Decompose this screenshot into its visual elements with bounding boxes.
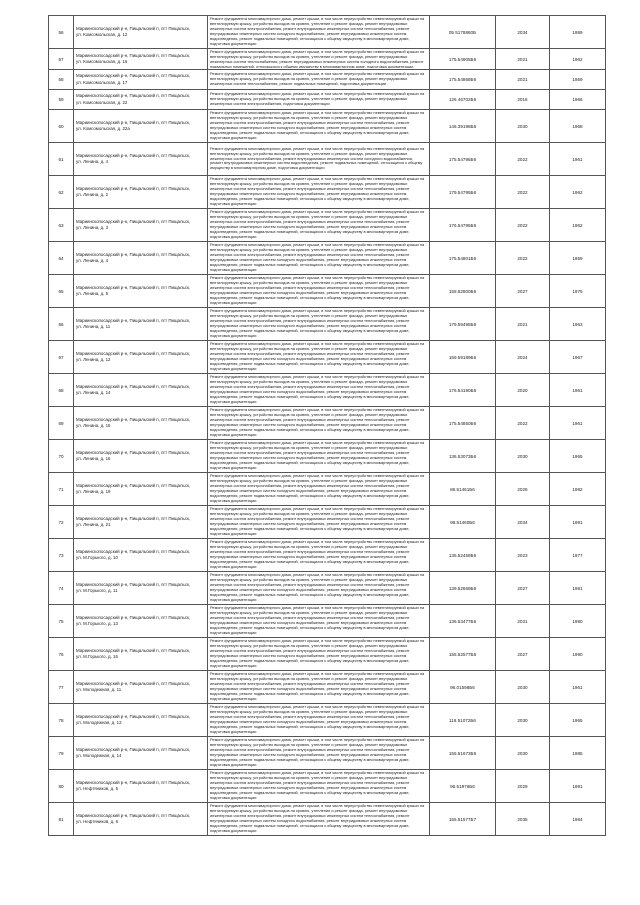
work-description: Ремонт фундамента многоквартирного дома, ремонт крыши, в том числе переустройство невентилируемой крыши на вентилируемую крышу, устройство выходов на кровлю, утепление и ремонт фасада, ремонт внутридомовых инженерных систем электроснабжения, ремонт внутридомовых инженерных систем теплоснабжения, ремонт внутридомовых инженерных систем холодного водоснабжения, ремонт внутридомовых инженерных систем водоотведения, ремонт подвальных помещений, относящихся к общему имуществу в многоквартирном доме, подготовка документации [210, 804, 425, 833]
planned-year-cell: 2021 [496, 70, 550, 90]
address-line-1: Мариинскопосадский р-н, Пищальский п, пгт Пищальск, [76, 317, 191, 323]
work-description: Ремонт фундамента многоквартирного дома, ремонт крыши, в том числе переустройство невентилируемой крыши на вентилируемую крышу, устройство выходов на кровлю, утепление и ремонт фасада, ремонт внутридомовых инженерных систем электроснабжения, подготовка документации [210, 92, 425, 106]
work-description-cell [208, 143, 430, 176]
address-line-1: Мариинскопосадский р-н, Пищальский п, пгт Пищальск, [76, 73, 191, 79]
work-description: Ремонт фундамента многоквартирного дома, ремонт крыши, в том числе переустройство невентилируемой крыши на вентилируемую крышу, устройство выходов на кровлю, утепление и ремонт фасада, ремонт внутридомовых инженерных систем электроснабжения, ремонт внутридомовых инженерных систем теплоснабжения, ремонт внутридомовых инженерных систем холодного водоснабжения, ремонт внутридомовых инженерных систем водоотведения, ремонт подвальных помещений, относящихся к общему имуществу в многоквартирном доме, подготовка документации [210, 606, 425, 635]
work-description-cell [208, 341, 430, 374]
planned-year-cell: 2030 [496, 671, 550, 704]
build-year-cell: 1991 [550, 770, 606, 803]
work-description: Ремонт фундамента многоквартирного дома, ремонт крыши, в том числе переустройство невентилируемой крыши на вентилируемую крышу, устройство выходов на кровлю, утепление и ремонт фасада, ремонт внутридомовых инженерных систем электроснабжения, ремонт внутридомовых инженерных систем теплоснабжения, ремонт внутридомовых инженерных систем холодного водоснабжения, ремонт внутридомовых инженерных систем водоотведения, ремонт подвальных помещений, относящихся к общему имуществу в многоквартирном доме, подготовка документации [210, 639, 425, 668]
row-number: 72 [49, 506, 74, 539]
build-year-cell: 1990 [550, 638, 606, 671]
address-line-2: ул. Комсомольская, д. 16 [76, 59, 128, 64]
row-number: 57 [49, 49, 74, 70]
table-row [49, 275, 606, 308]
address-line-1: Мариинскопосадский р-н, Пищальский п, пгт Пищальск, [76, 416, 191, 422]
build-year-cell: 1962 [550, 49, 606, 70]
address-cell [74, 90, 208, 110]
table-row [49, 110, 606, 143]
address-line-2: ул. Комсомольская, д. 17 [76, 79, 128, 85]
work-description: Ремонт фундамента многоквартирного дома, ремонт крыши, в том числе переустройство невентилируемой крыши на вентилируемую крышу, устройство выходов на кровлю, утепление и ремонт фасада, ремонт внутридомовых инженерных систем электроснабжения, ремонт внутридомовых инженерных систем теплоснабжения, ремонт внутридомовых инженерных систем холодного водоснабжения, ремонт внутридомовых инженерных систем водоотведения, ремонт подвальных помещений, относящихся к общему имуществу в многоквартирном доме, подготовка документации [210, 177, 425, 206]
table-row [49, 737, 606, 770]
build-year-cell: 1959 [550, 242, 606, 275]
work-description: Ремонт фундамента многоквартирного дома, ремонт крыши, в том числе переустройство невентилируемой крыши на вентилируемую крышу, устройство выходов на кровлю, утепление и ремонт фасада, ремонт внутридомовых инженерных систем теплоснабжения, ремонт внутридомовых инженерных систем холодного водоснабжения, ремонт подвальных помещений, относящихся к общему имуществу в многоквартирном доме, подготовка документации [210, 50, 425, 68]
work-description: Ремонт фундамента многоквартирного дома, ремонт крыши, в том числе переустройство невентилируемой крыши на вентилируемую крышу, устройство выходов на кровлю, утепление и ремонт фасада, ремонт внутридомовых инженерных систем электроснабжения, ремонт внутридомовых инженерных систем теплоснабжения, ремонт внутридомовых инженерных систем холодного водоснабжения, ремонт внутридомовых инженерных систем водоотведения, ремонт подвальных помещений, относящихся к общему имуществу в многоквартирном доме, подготовка документации [210, 738, 425, 767]
cost-cell: 179.54795Б6 [430, 176, 496, 209]
build-year-cell: 1965 [550, 704, 606, 737]
address-line-2: ул. Ленина, д. 4 [76, 159, 109, 164]
cost-cell: 139.52669Б6 [430, 572, 496, 605]
build-year-cell: 1961 [550, 374, 606, 407]
build-year-cell: 1977 [550, 539, 606, 572]
work-description: Ремонт фундамента многоквартирного дома, ремонт крыши, в том числе переустройство невентилируемой крыши на вентилируемую крышу, устройство выходов на кровлю, утепление и ремонт фасада, ремонт внутридомовых инженерных систем электроснабжения, ремонт внутридомовых инженерных систем теплоснабжения, ремонт внутридомовых инженерных систем холодного водоснабжения, ремонт внутридомовых инженерных систем водоотведения, ремонт подвальных помещений, относящихся к общему имуществу в многоквартирном доме, подготовка документации [210, 507, 425, 536]
address-line-1: Мариинскопосадский р-н, Пищальский п, пгт Пищальск, [76, 515, 191, 521]
address-line-2: ул. М.Горького, д. 10 [76, 555, 118, 560]
address-cell [74, 704, 208, 737]
build-year-cell: 1980 [550, 605, 606, 638]
address-line-1: Мариинскопосадский р-н, Пищальский п, пгт Пищальск, [76, 449, 191, 455]
build-year-cell: 1991 [550, 506, 606, 539]
address-line-1: Мариинскопосадский р-н, Пищальский п, пгт Пищальск, [76, 614, 191, 620]
planned-year-cell: 2022 [496, 176, 550, 209]
work-description-cell [208, 90, 430, 110]
table-row [49, 16, 606, 49]
cost-cell: 175.54795Б6 [430, 143, 496, 176]
build-year-cell: 1959 [550, 70, 606, 90]
cost-cell: 135.52459Б6 [430, 539, 496, 572]
cost-cell: 98.51460Б6 [430, 506, 496, 539]
work-description-cell [208, 308, 430, 341]
build-year-cell: 1982 [550, 473, 606, 506]
build-year-cell: 1981 [550, 572, 606, 605]
address-line-2: ул. Ленина, д. 21 [76, 522, 111, 527]
work-description: Ремонт фундамента многоквартирного дома, ремонт крыши, в том числе переустройство невентилируемой крыши на вентилируемую крышу, устройство выходов на кровлю, утепление и ремонт фасада, ремонт внутридомовых инженерных систем электроснабжения, ремонт внутридомовых инженерных систем теплоснабжения, ремонт внутридомовых инженерных систем холодного водоснабжения, ремонт внутридомовых инженерных систем водоотведения, ремонт подвальных помещений, относящихся к общему имуществу в многоквартирном доме, подготовка документации [210, 771, 425, 800]
row-number: 64 [49, 242, 74, 275]
row-number: 75 [49, 605, 74, 638]
planned-year-cell: 2016 [496, 90, 550, 110]
work-description-cell [208, 671, 430, 704]
table-row [49, 803, 606, 836]
address-line-1: Мариинскопосадский р-н, Пищальский п, пгт Пищальск, [76, 713, 191, 719]
address-cell [74, 49, 208, 70]
planned-year-cell: 2022 [496, 407, 550, 440]
address-line-1: Мариинскопосадский р-н, Пищальский п, пгт Пищальск, [76, 185, 191, 191]
table-body [49, 16, 606, 836]
table-row [49, 770, 606, 803]
address-line-2: ул. Ленина, д. 15 [76, 423, 111, 428]
address-line-2: ул. М.Горького, д. 11 [76, 588, 118, 593]
table-row [49, 176, 606, 209]
work-description-cell [208, 440, 430, 473]
address-line-2: ул. Молодежная, д. 14 [76, 753, 122, 758]
work-description: Ремонт фундамента многоквартирного дома, ремонт крыши, в том числе переустройство невентилируемой крыши на вентилируемую крышу, устройство выходов на кровлю, утепление и ремонт фасада, ремонт внутридомовых инженерных систем электроснабжения, ремонт внутридомовых инженерных систем теплоснабжения, ремонт внутридомовых инженерных систем холодного водоснабжения, ремонт внутридомовых инженерных систем водоотведения, ремонт подвальных помещений, относящихся к общему имуществу в многоквартирном доме, подготовка документации [210, 474, 425, 503]
address-line-2: ул. Ленина, д. 14 [76, 390, 111, 395]
address-cell [74, 605, 208, 638]
build-year-cell: 1985 [550, 737, 606, 770]
planned-year-cell: 2027 [496, 572, 550, 605]
address-line-2: ул. Нефтяников, д. 5 [76, 786, 119, 791]
row-number: 78 [49, 704, 74, 737]
address-cell [74, 16, 208, 49]
work-description: Ремонт фундамента многоквартирного дома, ремонт крыши, в том числе переустройство невентилируемой крыши на вентилируемую крышу, устройство выходов на кровлю, утепление и ремонт фасада, ремонт внутридомовых инженерных систем теплоснабжения, ремонт подвальных помещений, подготовка документации [210, 72, 425, 86]
address-line-2: ул. Молодежная, д. 12 [76, 720, 122, 725]
build-year-cell: 1962 [550, 209, 606, 242]
work-description-cell [208, 374, 430, 407]
address-cell [74, 572, 208, 605]
planned-year-cell: 2035 [496, 803, 550, 836]
build-year-cell: 1976 [550, 275, 606, 308]
address-cell [74, 638, 208, 671]
row-number: 76 [49, 638, 74, 671]
work-description-cell [208, 70, 430, 90]
work-description-cell [208, 473, 430, 506]
build-year-cell: 1984 [550, 803, 606, 836]
table-row [49, 539, 606, 572]
work-description: Ремонт фундамента многоквартирного дома, ремонт крыши, в том числе переустройство невентилируемой крыши на вентилируемую крышу, устройство выходов на кровлю, утепление и ремонт фасада, ремонт внутридомовых инженерных систем электроснабжения, ремонт внутридомовых инженерных систем теплоснабжения, ремонт внутридомовых инженерных систем холодного водоснабжения, ремонт внутридомовых инженерных систем водоотведения, ремонт подвальных помещений, относящихся к общему имуществу в многоквартирном доме, подготовка документации [210, 17, 425, 46]
table-row [49, 704, 606, 737]
address-line-1: Мариинскопосадский р-н, Пищальский п, пгт Пищальск, [76, 284, 191, 290]
table-row [49, 638, 606, 671]
cost-cell: 175.54868Б6 [430, 70, 496, 90]
work-description-cell [208, 49, 430, 70]
address-line-2: ул. Нефтяников, д. 6 [76, 819, 119, 824]
work-description-cell [208, 803, 430, 836]
planned-year-cell: 2027 [496, 275, 550, 308]
planned-year-cell: 2024 [496, 341, 550, 374]
address-cell [74, 803, 208, 836]
work-description-cell [208, 176, 430, 209]
build-year-cell: 1961 [550, 671, 606, 704]
table-row [49, 209, 606, 242]
work-description-cell [208, 605, 430, 638]
work-description-cell [208, 110, 430, 143]
work-description-cell [208, 572, 430, 605]
address-cell [74, 671, 208, 704]
table-row [49, 308, 606, 341]
row-number: 58 [49, 70, 74, 90]
work-description-cell [208, 704, 430, 737]
row-number: 66 [49, 308, 74, 341]
address-cell [74, 770, 208, 803]
address-line-1: Мариинскопосадский р-н, Пищальский п, пгт Пищальск, [76, 152, 191, 158]
cost-cell: 176.54190Б6 [430, 374, 496, 407]
cost-cell: 155.52577Б6 [430, 638, 496, 671]
work-description-cell [208, 506, 430, 539]
row-number: 71 [49, 473, 74, 506]
address-line-1: Мариинскопосадский р-н, Пищальский п, пгт Пищальск, [76, 548, 191, 554]
address-cell [74, 407, 208, 440]
planned-year-cell: 2020 [496, 374, 550, 407]
work-description: Ремонт фундамента многоквартирного дома, ремонт крыши, в том числе переустройство невентилируемой крыши на вентилируемую крышу, устройство выходов на кровлю, утепление и ремонт фасада, ремонт внутридомовых инженерных систем электроснабжения, ремонт внутридомовых инженерных систем теплоснабжения, ремонт внутридомовых инженерных систем холодного водоснабжения, ремонт внутридомовых инженерных систем водоотведения, ремонт подвальных помещений, относящихся к общему имуществу в многоквартирном доме, подготовка документации [210, 705, 425, 734]
cost-cell: 175.54801Б6 [430, 242, 496, 275]
work-description: Ремонт фундамента многоквартирного дома, ремонт крыши, в том числе переустройство невентилируемой крыши на вентилируемую крышу, устройство выходов на кровлю, утепление и ремонт фасада, ремонт внутридомовых инженерных систем электроснабжения, ремонт внутридомовых инженерных систем холодного водоснабжения, ремонт внутридомовых инженерных систем водоотведения, ремонт подвальных помещений, относящихся к общему имуществу в многоквартирном доме, подготовка документации [210, 146, 425, 171]
address-line-1: Мариинскопосадский р-н, Пищальский п, пгт Пищальск, [76, 812, 191, 818]
address-line-2: ул. М.Горького, д. 13 [76, 621, 118, 626]
address-cell [74, 242, 208, 275]
row-number: 74 [49, 572, 74, 605]
address-cell [74, 506, 208, 539]
address-line-2: ул. Ленина, д. 4 [76, 258, 109, 263]
cost-cell: 86.51461Б6 [430, 473, 496, 506]
row-number: 69 [49, 407, 74, 440]
build-year-cell: 1989 [550, 16, 606, 49]
row-number: 63 [49, 209, 74, 242]
row-number: 67 [49, 341, 74, 374]
cost-cell: 116.51072Б6 [430, 704, 496, 737]
build-year-cell: 1962 [550, 176, 606, 209]
work-description-cell [208, 770, 430, 803]
table-row [49, 341, 606, 374]
row-number: 77 [49, 671, 74, 704]
work-description: Ремонт фундамента многоквартирного дома, ремонт крыши, в том числе переустройство невентилируемой крыши на вентилируемую крышу, устройство выходов на кровлю, утепление и ремонт фасада, ремонт внутридомовых инженерных систем электроснабжения, ремонт внутридомовых инженерных систем теплоснабжения, ремонт внутридомовых инженерных систем холодного водоснабжения, ремонт внутридомовых инженерных систем водоотведения, ремонт подвальных помещений, относящихся к общему имуществу в многоквартирном доме, подготовка документации [210, 243, 425, 272]
address-cell [74, 341, 208, 374]
address-line-2: ул. Ленина, д. 19 [76, 489, 111, 494]
table-row [49, 70, 606, 90]
address-line-2: ул. Ленина, д. 11 [76, 324, 111, 329]
address-line-1: Мариинскопосадский р-н, Пищальский п, пгт Пищальск, [76, 779, 191, 785]
cost-cell: 96.01598Б6 [430, 671, 496, 704]
planned-year-cell: 2026 [496, 473, 550, 506]
planned-year-cell: 2029 [496, 770, 550, 803]
work-description-cell [208, 209, 430, 242]
address-line-2: ул. Ленина, д. 16 [76, 456, 111, 461]
build-year-cell: 1961 [550, 407, 606, 440]
cost-cell: 96.51976Б6 [430, 770, 496, 803]
cost-cell: 126 46702Б6 [430, 90, 496, 110]
address-line-1: Мариинскопосадский р-н, Пищальский п, пгт Пищальск, [76, 218, 191, 224]
row-number: 68 [49, 374, 74, 407]
table-row [49, 440, 606, 473]
work-description: Ремонт фундамента многоквартирного дома, ремонт крыши, в том числе переустройство невентилируемой крыши на вентилируемую крышу, устройство выходов на кровлю, утепление и ремонт фасада, ремонт внутридомовых инженерных систем электроснабжения, ремонт внутридомовых инженерных систем теплоснабжения, ремонт внутридомовых инженерных систем холодного водоснабжения, ремонт внутридомовых инженерных систем водоотведения, ремонт подвальных помещений, относящихся к общему имуществу в многоквартирном доме, подготовка документации [210, 408, 425, 437]
cost-cell: 159.59189Б6 [430, 341, 496, 374]
work-description-cell [208, 407, 430, 440]
address-line-2: ул. Ленина, д. 5 [76, 291, 109, 296]
address-cell [74, 209, 208, 242]
table-row [49, 506, 606, 539]
cost-cell: 146.39198Б6 [430, 110, 496, 143]
work-description-cell [208, 638, 430, 671]
cost-cell: 175.54905Б6 [430, 49, 496, 70]
work-description-cell [208, 242, 430, 275]
cost-cell: 155.51577Б7 [430, 803, 496, 836]
table-row [49, 49, 606, 70]
address-cell [74, 70, 208, 90]
row-number: 81 [49, 803, 74, 836]
work-description: Ремонт фундамента многоквартирного дома, ремонт крыши, в том числе переустройство невентилируемой крыши на вентилируемую крышу, устройство выходов на кровлю, утепление и ремонт фасада, ремонт внутридомовых инженерных систем электроснабжения, ремонт внутридомовых инженерных систем теплоснабжения, ремонт внутридомовых инженерных систем холодного водоснабжения, ремонт внутридомовых инженерных систем водоотведения, ремонт подвальных помещений, относящихся к общему имуществу в многоквартирном доме, подготовка документации [210, 441, 425, 470]
planned-year-cell: 2021 [496, 49, 550, 70]
build-year-cell: 1968 [550, 110, 606, 143]
work-description: Ремонт фундамента многоквартирного дома, ремонт крыши, в том числе переустройство невентилируемой крыши на вентилируемую крышу, устройство выходов на кровлю, утепление и ремонт фасада, ремонт внутридомовых инженерных систем электроснабжения, ремонт внутридомовых инженерных систем теплоснабжения, ремонт внутридомовых инженерных систем холодного водоснабжения, ремонт внутридомовых инженерных систем водоотведения, ремонт подвальных помещений, относящихся к общему имуществу в многоквартирном доме, подготовка документации [210, 210, 425, 239]
planned-year-cell: 2031 [496, 605, 550, 638]
repair-schedule-table [48, 15, 606, 836]
address-cell [74, 110, 208, 143]
address-cell [74, 737, 208, 770]
address-line-1: Мариинскопосадский р-н, Пищальский п, пгт Пищальск, [76, 581, 191, 587]
row-number: 80 [49, 770, 74, 803]
address-line-1: Мариинскопосадский р-н, Пищальский п, пгт Пищальск, [76, 93, 191, 99]
planned-year-cell: 2030 [496, 737, 550, 770]
planned-year-cell: 2023 [496, 539, 550, 572]
cost-cell: 158.52800Б6 [430, 275, 496, 308]
table-row [49, 572, 606, 605]
address-cell [74, 539, 208, 572]
address-line-2: ул. Комсомольская, д. 22 [76, 99, 128, 105]
build-year-cell: 1961 [550, 143, 606, 176]
address-cell [74, 143, 208, 176]
table-row [49, 242, 606, 275]
work-description: Ремонт фундамента многоквартирного дома, ремонт крыши, в том числе переустройство невентилируемой крыши на вентилируемую крышу, устройство выходов на кровлю, утепление и ремонт фасада, ремонт внутридомовых инженерных систем электроснабжения, ремонт внутридомовых инженерных систем теплоснабжения, ремонт внутридомовых инженерных систем холодного водоснабжения, ремонт внутридомовых инженерных систем водоотведения, ремонт подвальных помещений, относящихся к общему имуществу в многоквартирном доме, подготовка документации [210, 573, 425, 602]
address-line-1: Мариинскопосадский р-н, Пищальский п, пгт Пищальск, [76, 383, 191, 389]
cost-cell: 175.54850Б6 [430, 407, 496, 440]
table-row [49, 671, 606, 704]
row-number: 70 [49, 440, 74, 473]
cost-cell: 136.53477Б6 [430, 605, 496, 638]
address-cell [74, 275, 208, 308]
planned-year-cell: 2022 [496, 143, 550, 176]
address-line-1: Мариинскопосадский р-н, Пищальский п, пгт Пищальск, [76, 25, 191, 31]
cost-cell: 179.59495Б6 [430, 308, 496, 341]
planned-year-cell: 2022 [496, 209, 550, 242]
work-description: Ремонт фундамента многоквартирного дома, ремонт крыши, в том числе переустройство невентилируемой крыши на вентилируемую крышу, устройство выходов на кровлю, утепление и ремонт фасада, ремонт внутридомовых инженерных систем электроснабжения, ремонт внутридомовых инженерных систем теплоснабжения, ремонт внутридомовых инженерных систем холодного водоснабжения, ремонт внутридомовых инженерных систем водоотведения, ремонт подвальных помещений, относящихся к общему имуществу в многоквартирном доме, подготовка документации [210, 276, 425, 305]
address-line-1: Мариинскопосадский р-н, Пищальский п, пгт Пищальск, [76, 647, 191, 653]
address-cell [74, 473, 208, 506]
work-description: Ремонт фундамента многоквартирного дома, ремонт крыши, в том числе переустройство невентилируемой крыши на вентилируемую крышу, устройство выходов на кровлю, утепление и ремонт фасада, ремонт внутридомовых инженерных систем электроснабжения, ремонт внутридомовых инженерных систем теплоснабжения, ремонт внутридомовых инженерных систем холодного водоснабжения, ремонт внутридомовых инженерных систем водоотведения, ремонт подвальных помещений, относящихся к общему имуществу в многоквартирном доме, подготовка документации [210, 111, 425, 140]
planned-year-cell: 2022 [496, 242, 550, 275]
work-description-cell [208, 16, 430, 49]
work-description: Ремонт фундамента многоквартирного дома, ремонт крыши, в том числе переустройство невентилируемой крыши на вентилируемую крышу, устройство выходов на кровлю, утепление и ремонт фасада, ремонт внутридомовых инженерных систем электроснабжения, ремонт внутридомовых инженерных систем теплоснабжения, ремонт внутридомовых инженерных систем холодного водоснабжения, ремонт внутридомовых инженерных систем водоотведения, ремонт подвальных помещений, относящихся к общему имуществу в многоквартирном доме, подготовка документации [210, 375, 425, 404]
planned-year-cell: 2021 [496, 308, 550, 341]
address-cell [74, 374, 208, 407]
address-cell [74, 176, 208, 209]
work-description: Ремонт фундамента многоквартирного дома, ремонт крыши, в том числе переустройство невентилируемой крыши на вентилируемую крышу, устройство выходов на кровлю, утепление и ремонт фасада, ремонт внутридомовых инженерных систем электроснабжения, ремонт внутридомовых инженерных систем теплоснабжения, ремонт внутридомовых инженерных систем холодного водоснабжения, ремонт внутридомовых инженерных систем водоотведения, ремонт подвальных помещений, относящихся к общему имуществу в многоквартирном доме, подготовка документации [210, 672, 425, 701]
build-year-cell: 1963 [550, 308, 606, 341]
address-cell [74, 308, 208, 341]
planned-year-cell: 2030 [496, 440, 550, 473]
row-number: 56 [49, 16, 74, 49]
table-row [49, 143, 606, 176]
planned-year-cell: 2034 [496, 16, 550, 49]
address-line-2: ул. Ленина, д. 3 [76, 225, 109, 230]
address-line-1: Мариинскопосадский р-н, Пищальский п, пгт Пищальск, [76, 52, 191, 58]
address-line-1: Мариинскопосадский р-н, Пищальский п, пгт Пищальск, [76, 251, 191, 257]
cost-cell: 136.53073Б6 [430, 440, 496, 473]
table-row [49, 473, 606, 506]
work-description: Ремонт фундамента многоквартирного дома, ремонт крыши, в том числе переустройство невентилируемой крыши на вентилируемую крышу, устройство выходов на кровлю, утепление и ремонт фасада, ремонт внутридомовых инженерных систем электроснабжения, ремонт внутридомовых инженерных систем теплоснабжения, ремонт внутридомовых инженерных систем холодного водоснабжения, ремонт внутридомовых инженерных систем водоотведения, ремонт подвальных помещений, относящихся к общему имуществу в многоквартирном доме, подготовка документации [210, 540, 425, 569]
row-number: 60 [49, 110, 74, 143]
row-number: 61 [49, 143, 74, 176]
work-description-cell [208, 275, 430, 308]
planned-year-cell: 2027 [496, 638, 550, 671]
address-cell [74, 440, 208, 473]
address-line-1: Мариинскопосадский р-н, Пищальский п, пгт Пищальск, [76, 482, 191, 488]
planned-year-cell: 2030 [496, 704, 550, 737]
address-line-1: Мариинскопосадский р-н, Пищальский п, пгт Пищальск, [76, 746, 191, 752]
address-line-1: Мариинскопосадский р-н, Пищальский п, пгт Пищальск, [76, 680, 191, 686]
build-year-cell: 1965 [550, 440, 606, 473]
address-line-2: ул. Комсомольская, д. 22а [76, 126, 130, 131]
row-number: 73 [49, 539, 74, 572]
address-line-1: Мариинскопосадский р-н, Пищальский п, пгт Пищальск, [76, 119, 191, 125]
row-number: 65 [49, 275, 74, 308]
table-row [49, 374, 606, 407]
planned-year-cell: 2034 [496, 506, 550, 539]
row-number: 62 [49, 176, 74, 209]
address-line-2: ул. М.Горького, д. 16 [76, 654, 118, 659]
row-number: 59 [49, 90, 74, 110]
cost-cell: 176.54795Б6 [430, 209, 496, 242]
address-line-2: ул. Молодежная, д. 11 [76, 687, 122, 692]
address-line-2: ул. Ленина, д. 2 [76, 192, 109, 197]
build-year-cell: 1967 [550, 341, 606, 374]
table-row [49, 90, 606, 110]
work-description: Ремонт фундамента многоквартирного дома, ремонт крыши, в том числе переустройство невентилируемой крыши на вентилируемую крышу, устройство выходов на кровлю, утепление и ремонт фасада, ремонт внутридомовых инженерных систем электроснабжения, ремонт внутридомовых инженерных систем теплоснабжения, ремонт внутридомовых инженерных систем холодного водоснабжения, ремонт внутридомовых инженерных систем водоотведения, ремонт подвальных помещений, относящихся к общему имуществу в многоквартирном доме, подготовка документации [210, 342, 425, 371]
cost-cell: 155.51673Б6 [430, 737, 496, 770]
work-description-cell [208, 737, 430, 770]
build-year-cell: 1966 [550, 90, 606, 110]
table-row [49, 407, 606, 440]
work-description-cell [208, 539, 430, 572]
table-row [49, 605, 606, 638]
planned-year-cell: 2030 [496, 110, 550, 143]
address-line-2: ул. Комсомольская, д. 12 [76, 32, 128, 37]
address-line-2: ул. Ленина, д. 12 [76, 357, 111, 362]
address-line-1: Мариинскопосадский р-н, Пищальский п, пгт Пищальск, [76, 350, 191, 356]
cost-cell: 05 5178860Б [430, 16, 496, 49]
work-description: Ремонт фундамента многоквартирного дома, ремонт крыши, в том числе переустройство невентилируемой крыши на вентилируемую крышу, устройство выходов на кровлю, утепление и ремонт фасада, ремонт внутридомовых инженерных систем электроснабжения, ремонт внутридомовых инженерных систем теплоснабжения, ремонт внутридомовых инженерных систем холодного водоснабжения, ремонт внутридомовых инженерных систем водоотведения, ремонт подвальных помещений, относящихся к общему имуществу в многоквартирном доме, подготовка документации [210, 309, 425, 338]
row-number: 79 [49, 737, 74, 770]
